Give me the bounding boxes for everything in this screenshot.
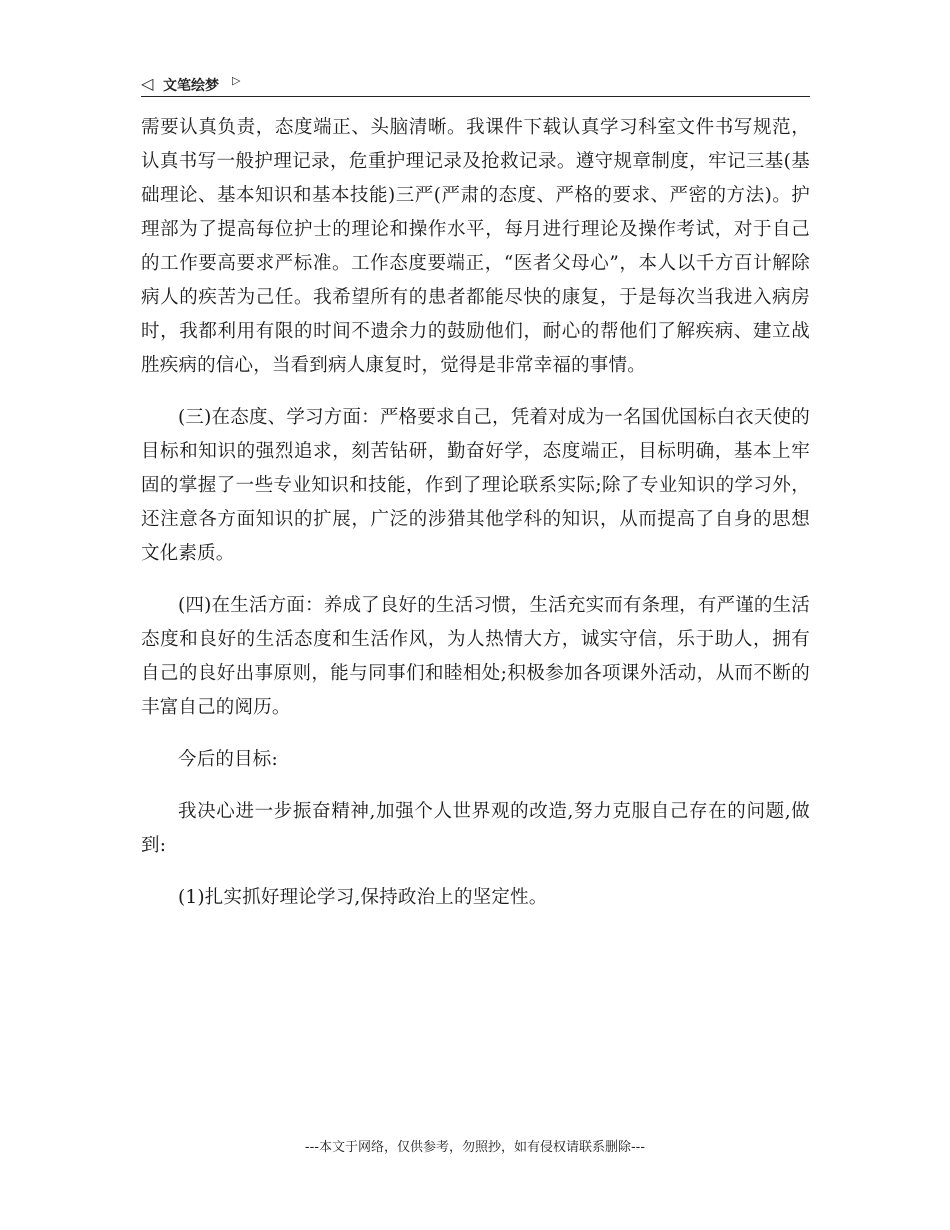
paragraph-continued-duty: 需要认真负责，态度端正、头脑清晰。我课件下载认真学习科室文件书写规范，认真书写一般护理记录，危重护理记录及抢救记录。遵守规章制度，牢记三基(基础理论、基本知识和基本技能)三严(严肃的态度、严格的要求、严密的方法)。护理部为了提高每位护士的理论和操作水平，每月进行理论及操作考试，对于自己的工作要高要求严标准。工作态度要端正，“医者父母心”，本人以千方百计解除病人的疾苦为己任。我希望所有的患者都能尽快的康复，于是每次当我进入病房时，我都利用有限的时间不遗余力的鼓励他们，耐心的帮他们了解疾病、建立战胜疾病的信心，当看到病人康复时，觉得是非常幸福的事情。: [141, 117, 810, 376]
document-body: [141, 111, 810, 933]
paragraph-resolution: 我决心进一步振奋精神,加强个人世界观的改造,努力克服自己存在的问题,做到:: [141, 801, 810, 856]
paragraph-item-1: (1)扎实抓好理论学习,保持政治上的坚定性。: [178, 887, 548, 908]
paragraph-attitude-study: (三)在态度、学习方面：严格要求自己，凭着对成为一名国优国标白衣天使的目标和知识的强烈追求，刻苦钻研，勤奋好学，态度端正，目标明确，基本上牢固的掌握了一些专业知识和技能，作到了理论联系实际;除了专业知识的学习外，还注意各方面知识的扩展，广泛的涉猎其他学科的知识，从而提高了自身的思想文化素质。: [141, 407, 810, 564]
triangle-left-icon: ◁: [141, 74, 154, 93]
page-footer-disclaimer: ---本文于网络，仅供参考，勿照抄，如有侵权请联系删除---: [304, 1140, 646, 1155]
page-header: [141, 72, 810, 97]
paragraph-future-goals-heading: 今后的目标:: [178, 749, 278, 770]
triangle-right-icon: ▷: [232, 74, 241, 87]
paragraph-life: (四)在生活方面：养成了良好的生活习惯，生活充实而有条理，有严谨的生活态度和良好的生活态度和生活作风，为人热情大方，诚实守信，乐于助人，拥有自己的良好出事原则，能与同事们和睦相处;积极参加各项课外活动，从而不断的丰富自己的阅历。: [141, 595, 810, 718]
brand-title: 文笔绘梦: [163, 78, 219, 94]
